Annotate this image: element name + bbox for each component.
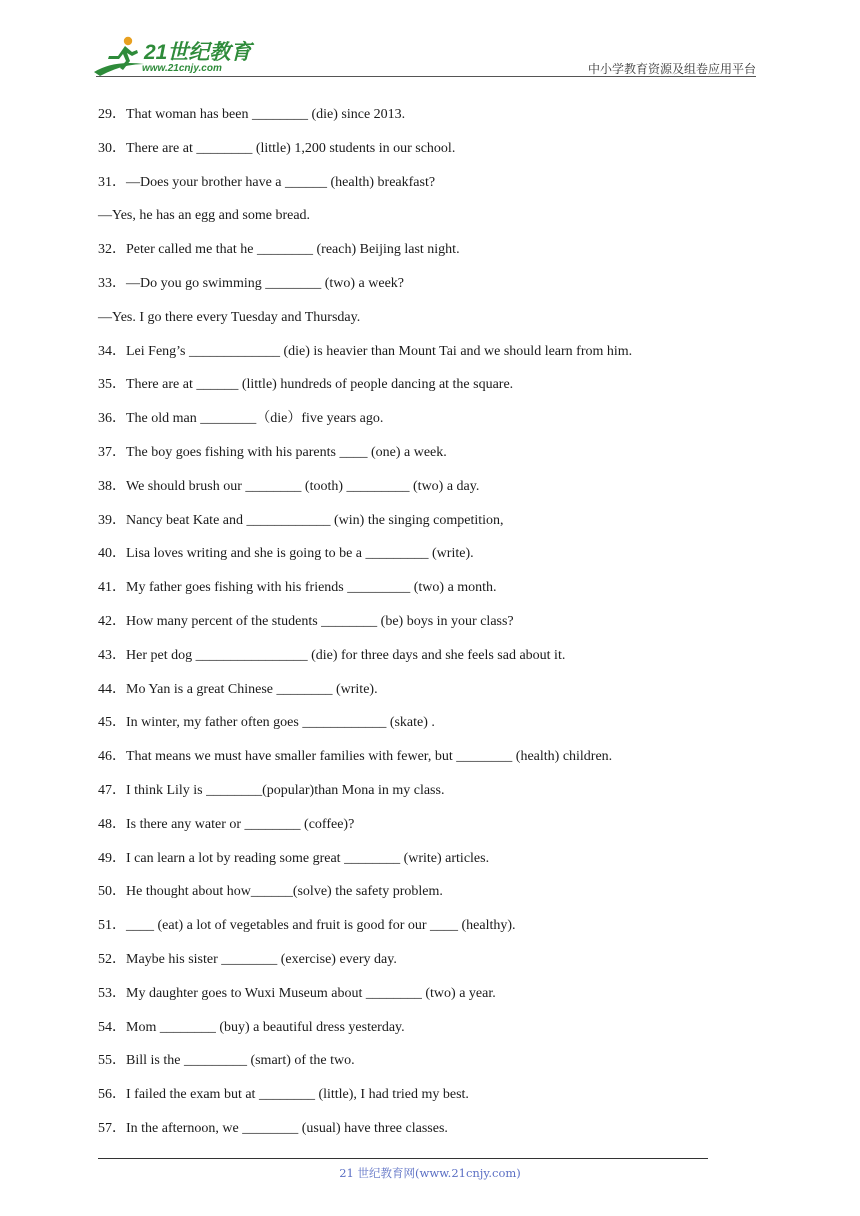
question-line: 55．Bill is the _________ (smart) of the two. bbox=[98, 1053, 355, 1069]
question-line: 52．Maybe his sister ________ (exercise) every day. bbox=[98, 951, 397, 967]
question-line: 47．I think Lily is ________(popular)than Mona in my class. bbox=[98, 782, 445, 798]
question-line: 57．In the afternoon, we ________ (usual) have three classes. bbox=[98, 1120, 448, 1136]
question-line: 34．Lei Feng’s _____________ (die) is heavier than Mount Tai and we should learn from him. bbox=[98, 343, 633, 359]
question-line: 39．Nancy beat Kate and ____________ (win) the singing competition, bbox=[98, 512, 504, 528]
question-line: 40．Lisa loves writing and she is going to be a _________ (write). bbox=[98, 546, 474, 562]
question-line: 43．Her pet dog ________________ (die) for three days and she feels sad about it. bbox=[98, 647, 566, 663]
answer-line: —Yes. I go there every Tuesday and Thursday. bbox=[98, 309, 361, 325]
runner-logo-icon bbox=[92, 34, 148, 78]
question-line: 37．The boy goes fishing with his parents ____ (one) a week. bbox=[98, 444, 447, 460]
header-divider bbox=[96, 76, 756, 77]
logo-url-text: www.21cnjy.com bbox=[142, 63, 222, 74]
question-line: 31．—Does your brother have a ______ (health) breakfast? bbox=[98, 174, 436, 190]
question-line: 44．Mo Yan is a great Chinese ________ (write). bbox=[98, 681, 378, 697]
question-line: 45．In winter, my father often goes ____________ (skate) . bbox=[98, 715, 435, 731]
header-tagline: 中小学教育资源及组卷应用平台 bbox=[587, 62, 756, 76]
question-line: 42．How many percent of the students ________ (be) boys in your class? bbox=[98, 613, 514, 629]
site-logo bbox=[92, 34, 262, 78]
logo-main-text: 21世纪教育 bbox=[144, 41, 252, 64]
question-list bbox=[98, 104, 718, 1152]
question-line: 51．____ (eat) a lot of vegetables and fruit is good for our ____ (healthy). bbox=[98, 918, 516, 934]
question-line: 32．Peter called me that he ________ (reach) Beijing last night. bbox=[98, 242, 460, 258]
footer-divider bbox=[98, 1158, 708, 1159]
question-line: 48．Is there any water or ________ (coffee)? bbox=[98, 816, 355, 832]
question-line: 29．That woman has been ________ (die) since 2013. bbox=[98, 107, 406, 122]
question-line: 36．The old man ________（die）five years ago. bbox=[98, 411, 384, 427]
question-line: 30．There are at ________ (little) 1,200 students in our school. bbox=[98, 140, 456, 156]
footer-source-text: 21 世纪教育网(www.21cnjy.com) bbox=[339, 1166, 521, 1180]
question-line: 56．I failed the exam but at ________ (little), I had tried my best. bbox=[98, 1087, 469, 1103]
question-line: 41．My father goes fishing with his friends _________ (two) a month. bbox=[98, 580, 497, 596]
question-line: 54．Mom ________ (buy) a beautiful dress yesterday. bbox=[98, 1019, 405, 1035]
question-line: 53．My daughter goes to Wuxi Museum about ________ (two) a year. bbox=[98, 985, 496, 1001]
answer-line: —Yes, he has an egg and some bread. bbox=[98, 208, 311, 224]
question-line: 46．That means we must have smaller families with fewer, but ________ (health) children. bbox=[98, 749, 613, 765]
question-line: 49．I can learn a lot by reading some great ________ (write) articles. bbox=[98, 850, 490, 866]
question-line: 50．He thought about how______(solve) the safety problem. bbox=[98, 884, 443, 900]
question-line: 38．We should brush our ________ (tooth) _________ (two) a day. bbox=[98, 478, 480, 494]
question-line: 33．—Do you go swimming ________ (two) a week? bbox=[98, 275, 405, 291]
page-header bbox=[0, 0, 860, 80]
question-line: 35．There are at ______ (little) hundreds of people dancing at the square. bbox=[98, 377, 514, 393]
